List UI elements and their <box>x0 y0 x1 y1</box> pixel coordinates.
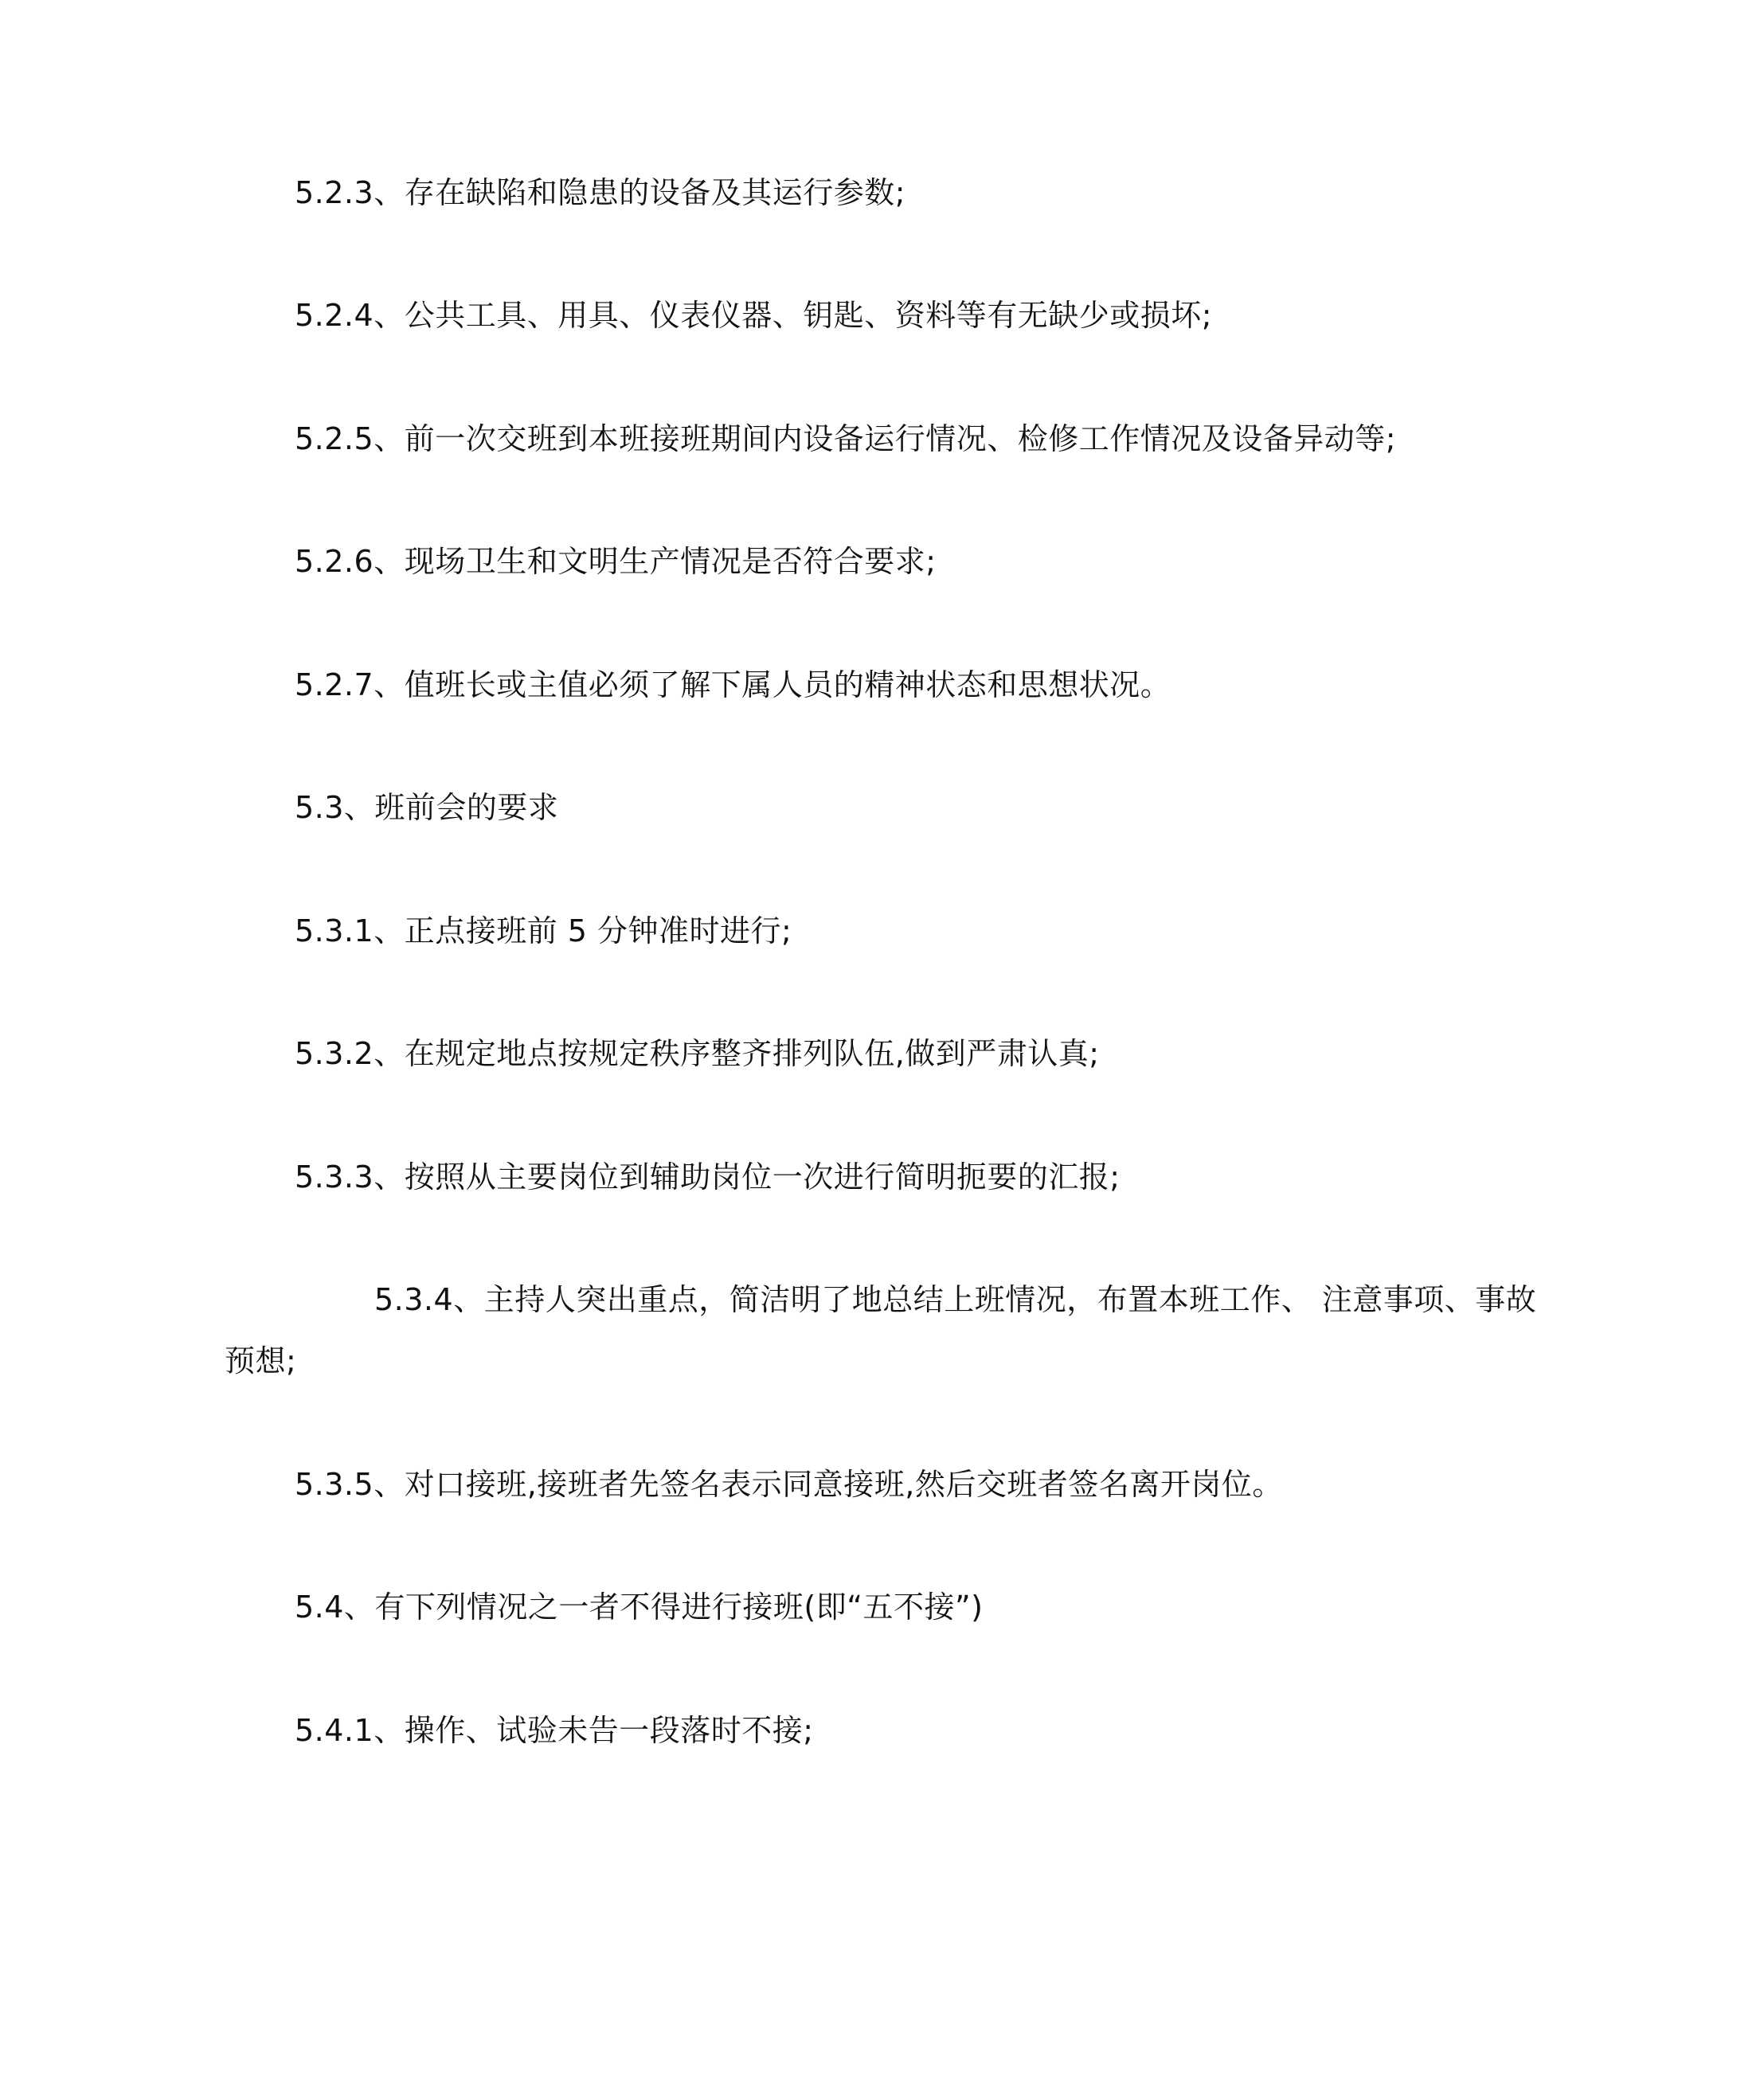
paragraph-5-3-5: 5.3.5、对口接班,接班者先签名表示同意接班,然后交班者签名离开岗位。 <box>295 1467 1283 1502</box>
paragraph-5-3-1: 5.3.1、正点接班前 5 分钟准时进行; <box>295 913 792 948</box>
paragraph-5-3-2: 5.3.2、在规定地点按规定秩序整齐排列队伍,做到严肃认真; <box>295 1036 1100 1071</box>
paragraph-5-2-4: 5.2.4、公共工具、用具、仪表仪器、钥匙、资料等有无缺少或损坏; <box>295 298 1212 333</box>
section-heading-5-4: 5.4、有下列情况之一者不得进行接班(即“五不接”) <box>295 1590 984 1625</box>
paragraph-5-2-5: 5.2.5、前一次交班到本班接班期间内设备运行情况、检修工作情况及设备异动等; <box>295 421 1396 456</box>
paragraph-5-3-4-continuation: 预想; <box>225 1343 297 1378</box>
paragraph-5-4-1: 5.4.1、操作、试验未告一段落时不接; <box>295 1713 814 1748</box>
paragraph-5-3-3: 5.3.3、按照从主要岗位到辅助岗位一次进行简明扼要的汇报; <box>295 1159 1121 1195</box>
paragraph-5-2-3: 5.2.3、存在缺陷和隐患的设备及其运行参数; <box>295 175 905 210</box>
paragraph-5-3-4: 5.3.4、主持人突出重点，简洁明了地总结上班情况，布置本班工作、 注意事项、事故 <box>374 1282 1537 1317</box>
paragraph-5-2-6: 5.2.6、现场卫生和文明生产情况是否符合要求; <box>295 544 937 579</box>
section-heading-5-3: 5.3、班前会的要求 <box>295 790 559 825</box>
paragraph-5-2-7: 5.2.7、值班长或主值必须了解下属人员的精神状态和思想状况。 <box>295 667 1171 702</box>
